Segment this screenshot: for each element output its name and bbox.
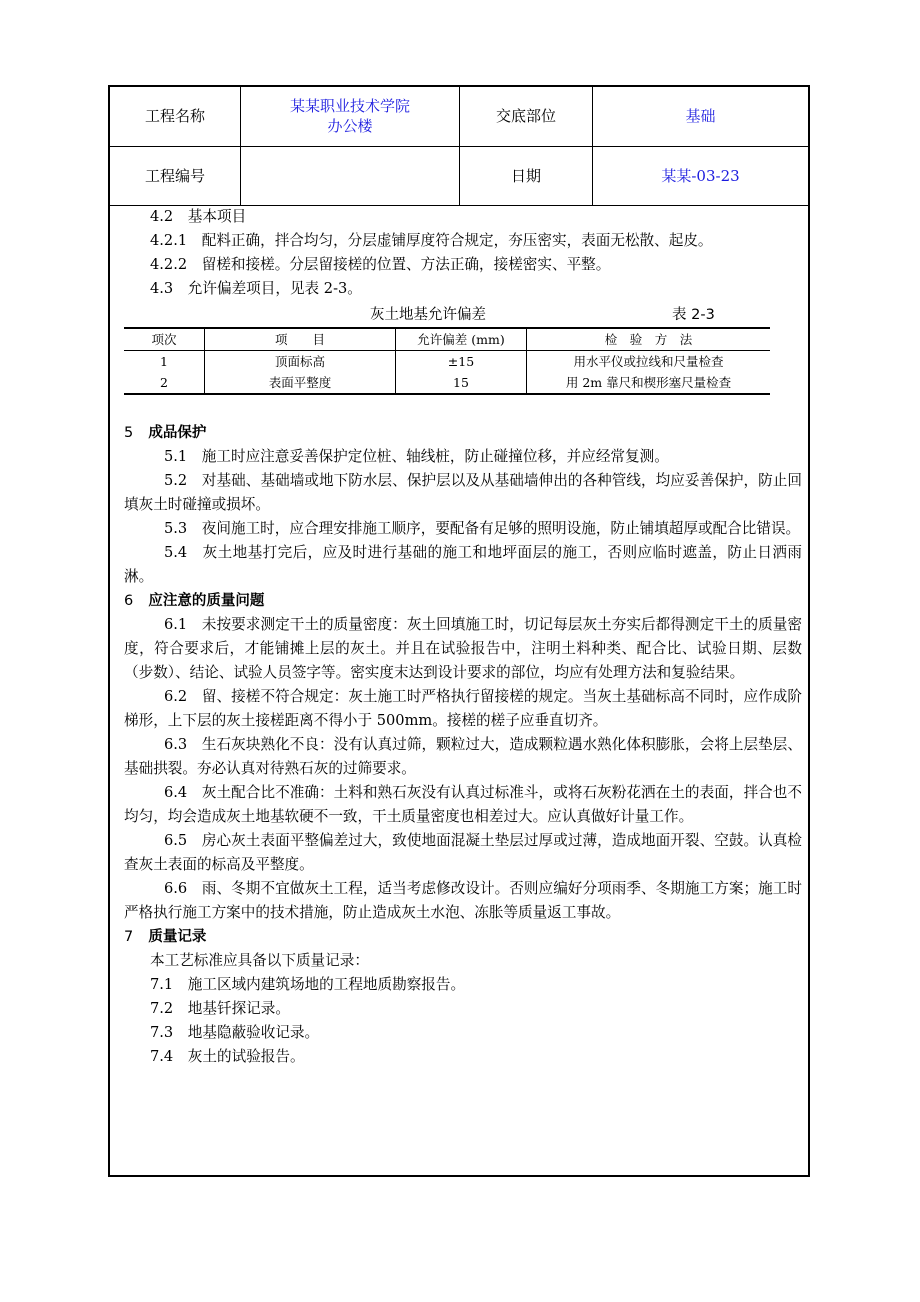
table-caption [110, 303, 808, 327]
section-7-number: 7 [124, 929, 134, 945]
para-6-3: 6.3 生石灰块熟化不良：没有认真过筛，颗粒过大，造成颗粒遇水熟化体积膨胀，会将上层垫层、基础拱裂。夯必认真对待熟石灰的过筛要求。 [124, 736, 802, 777]
section-7-title: 质量记录 [148, 929, 207, 945]
para-6-1: 6.1 未按要求测定干土的质量密度：灰土回填施工时，切记每层灰土夯实后都得测定干土的质量密度，符合要求后，才能铺摊上层的灰土。并且在试验报告中，注明土料种类、配合比、试验日期、层数（步数）、结论、试验人员签字等。密实度末达到设计要求的部位，均应有处理方法和复验结果。 [124, 616, 802, 681]
table-cell: 表面平整度 [205, 372, 396, 394]
table-cell: 1 [160, 354, 168, 369]
section-5-heading [110, 421, 808, 445]
project-name-line1: 某某职业技术学院 [289, 97, 410, 116]
table-header: 项 目 [205, 328, 396, 351]
para-6-2: 6.2 留、接槎不符合规定：灰土施工时严格执行留接槎的规定。当灰土基础标高不同时，应作成阶梯形，上下层的灰土接槎距离不得小于 500mm。接槎的槎子应垂直切齐。 [124, 688, 802, 729]
table-header-row [124, 328, 770, 351]
tolerance-table [124, 327, 770, 395]
para-5-2: 5.2 对基础、基础墙或地下防水层、保护层以及从基础墙伸出的各种管线，均应妥善保护，防止回填灰土时碰撞或损坏。 [124, 472, 802, 513]
table-cell: 用水平仪或拉线和尺量检查 [527, 351, 771, 373]
project-no-label: 工程编号 [110, 146, 241, 205]
project-name-value [241, 87, 460, 146]
table-number: 表 2-3 [672, 307, 715, 323]
table-cell: 15 [396, 372, 527, 394]
header-table [110, 87, 808, 206]
item-4-2-2: 4.2.2 留槎和接槎。分层留接槎的位置、方法正确，接槎密实、平整。 [150, 256, 611, 273]
table-row [124, 372, 770, 394]
table-header: 允许偏差 (mm) [396, 328, 527, 351]
section-6-number: 6 [124, 593, 134, 609]
project-name-line2: 办公楼 [327, 117, 373, 136]
table-cell: 顶面标高 [205, 351, 396, 373]
item-7-2: 7.2 地基钎探记录。 [150, 1000, 290, 1017]
section-5-number: 5 [124, 425, 134, 441]
table-header: 检 验 方 法 [527, 328, 771, 351]
para-6-5: 6.5 房心灰土表面平整偏差过大，致使地面混凝土垫层过厚或过薄，造成地面开裂、空鼓。认真检查灰土表面的标高及平整度。 [124, 832, 802, 873]
project-name-label: 工程名称 [110, 87, 241, 146]
table-title: 灰土地基允许偏差 [370, 307, 486, 323]
para-6-4: 6.4 灰土配合比不准确：土料和熟石灰没有认真过标准斗，或将石灰粉花洒在土的表面，拌合也不均匀，均会造成灰土地基软硬不一致，干土质量密度也相差过大。应认真做好计量工作。 [124, 784, 802, 825]
table-cell: ±15 [396, 351, 527, 373]
date-value: 某某-03-23 [593, 146, 809, 205]
para-5-1: 5.1 施工时应注意妥善保护定位桩、轴线桩，防止碰撞位移，并应经常复测。 [164, 448, 669, 465]
section-7-heading [110, 925, 808, 949]
table-cell: 2 [124, 372, 205, 394]
item-4-2: 4.2 基本项目 [150, 208, 247, 225]
section-5-title: 成品保护 [148, 425, 207, 441]
handover-part-value: 基础 [593, 87, 809, 146]
section-7-intro: 本工艺标准应具备以下质量记录： [150, 952, 369, 969]
date-label: 日期 [460, 146, 593, 205]
table-cell: 用 2m 靠尺和楔形塞尺量检查 [527, 372, 771, 394]
item-7-4: 7.4 灰土的试验报告。 [150, 1048, 305, 1065]
item-7-1: 7.1 施工区域内建筑场地的工程地质勘察报告。 [150, 976, 466, 993]
item-7-3: 7.3 地基隐蔽验收记录。 [150, 1024, 320, 1041]
para-5-4: 5.4 灰土地基打完后，应及时进行基础的施工和地坪面层的施工，否则应临时遮盖，防止日洒雨淋。 [124, 544, 802, 585]
document-body [110, 205, 808, 1069]
spacer [110, 395, 808, 421]
document-frame [108, 85, 810, 1177]
para-5-3: 5.3 夜间施工时，应合理安排施工顺序，要配备有足够的照明设施，防止铺填超厚或配合比错误。 [164, 520, 801, 537]
table-header: 项次 [124, 328, 205, 351]
project-no-value [241, 146, 460, 205]
item-4-2-1: 4.2.1 配料正确，拌合均匀，分层虚铺厚度符合规定，夯压密实，表面无松散、起皮。 [150, 232, 713, 249]
handover-part-label: 交底部位 [460, 87, 593, 146]
table-row [124, 351, 770, 373]
section-6-heading [110, 589, 808, 613]
para-6-6: 6.6 雨、冬期不宜做灰土工程，适当考虑修改设计。否则应编好分项雨季、冬期施工方案；施工时严格执行施工方案中的技术措施，防止造成灰土水泡、冻胀等质量返工事故。 [124, 880, 802, 921]
item-4-3: 4.3 允许偏差项目，见表 2-3。 [150, 280, 362, 297]
section-6-title: 应注意的质量问题 [148, 593, 265, 609]
